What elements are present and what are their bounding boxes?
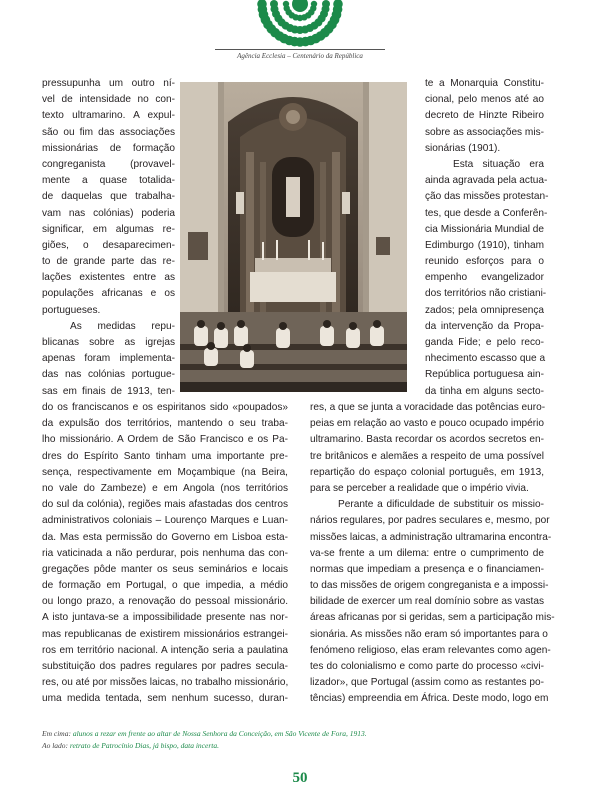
text-line: sionária. As missões não eram só importantes para o — [310, 628, 548, 640]
text-line: para se perceber a realidade que o império vivia. — [310, 482, 529, 494]
text-line: te a Monarquia Constitu- — [425, 78, 544, 89]
text-line: República portuguesa ain- — [425, 369, 544, 381]
text-line: tre britânicos e alemães a respeito de uma possível — [310, 450, 544, 462]
text-line: dos territórios não cristiani- — [425, 288, 547, 300]
text-line: lho missionário. A Ordem de São Francisco e os Pa- — [42, 434, 288, 446]
text-line: Perante a dificuldade de substituir os missio- — [338, 499, 544, 511]
text-line: gregações pôde manter os seus seminários e locais — [42, 563, 288, 575]
text-line: res, ou até por missões laicas, no trabalho missionário, — [42, 677, 289, 689]
text-line: missões laicas, a administração ultramarina encontra- — [310, 531, 552, 543]
logo-center — [292, 0, 308, 12]
text-line: ros em território nacional. A intenção seria a paulatina — [42, 644, 288, 656]
text-line: tes, que desde a Conferên- — [425, 207, 548, 219]
text-line: da intervenção da Propa- — [425, 320, 544, 332]
text-line: nhecimento escasso que a — [425, 353, 546, 365]
text-line: vam nas colónias) poderia — [42, 207, 175, 219]
text-line: tes do colonialismo e como parte do processo «civi- — [310, 661, 544, 672]
caption-text: retrato de Patrocínio Dias, já bispo, data incerta. — [69, 741, 219, 750]
text-line: lações existentes entre as — [42, 272, 175, 284]
text-line: mente a quase totalida- — [42, 175, 175, 187]
text-line: dres do Espírito Santo tinham uma importante pre- — [42, 450, 288, 462]
text-line: sobre as associações mis- — [425, 126, 544, 138]
altar-photo-illustration — [180, 82, 407, 392]
text-line: de formação em Portugal, o que impedia, a médio — [42, 580, 288, 592]
text-line: As medidas repu- — [70, 320, 175, 332]
caption-side — [42, 741, 219, 750]
text-line: sas em finais de 1913, ten- — [42, 385, 175, 397]
logo-petal — [283, 1, 289, 7]
text-line: de daquelas que trabalha- — [42, 191, 175, 203]
text-line: congreganista (provavel- — [42, 158, 175, 170]
text-line: Edimburgo (1910), tinham — [425, 239, 544, 251]
text-line: uma medida tentada, sem nenhum sucesso, duran- — [42, 693, 288, 705]
running-title: Agência Ecclesia – Centenário da República — [237, 52, 363, 60]
text-line: portugueses. — [42, 304, 101, 316]
text-line: normas que impediam a presença e o financiamen- — [310, 563, 544, 575]
text-line: da. Mas esta permissão do Governo em Lisboa esta- — [42, 531, 288, 543]
text-line: tências) empreendia em África. Deste modo, logo em — [310, 693, 549, 705]
text-line: missionárias de formação — [42, 142, 175, 154]
text-line: res, a que se junta a voracidade das potências euro- — [310, 402, 546, 413]
text-line: vel de intensidade no con- — [42, 94, 175, 106]
text-line: blicanas sobre as igrejas — [42, 337, 175, 348]
text-line: peias em relação ao vasto e pouco ocupado império — [310, 418, 544, 430]
text-line: ultramarino. Basta recordar os acordos secretos en- — [310, 434, 544, 446]
logo-petal — [270, 0, 278, 8]
header-rule — [215, 49, 385, 50]
text-line: populações africanas e os — [42, 288, 175, 300]
text-line: ção das missões protestan- — [425, 191, 549, 203]
text-line: cional, pelo menos até ao — [425, 94, 544, 106]
text-line: das nas colónias portugue- — [42, 369, 175, 381]
text-line: giões, o desaparecimen- — [42, 239, 175, 251]
text-line: lizador», que Portugal (assim como as restantes po- — [310, 677, 544, 689]
text-line: va-se frente a um dilema: entre o cumprimento de — [310, 547, 544, 559]
text-line: ainda agravada pela actua- — [425, 175, 548, 187]
text-line: do os franciscanos e os espiritanos sido «poupados» — [42, 402, 288, 413]
altar-photograph — [180, 82, 407, 392]
text-line: no vale do Zambeze) e em Angola (nos territórios — [42, 482, 288, 494]
text-line: zados; pela omnipresença — [425, 304, 544, 316]
text-line: cia Missionária Mundial de — [425, 223, 544, 235]
left-column-continued — [42, 400, 288, 708]
text-line: A isto juntava-se a impossibilidade presente nas nor- — [42, 612, 288, 624]
text-line: reunido esforços para o — [425, 256, 544, 268]
text-line: sença, respectivamente em Moçambique (na Beira, — [42, 466, 288, 478]
text-line: repartição do espaço colonial português, em 1913, — [310, 466, 544, 478]
text-line: áreas africanas por si geridas, sem a participação mis- — [310, 612, 555, 624]
text-line: ria vaticinada a não perdurar, pois nenhuma das con- — [42, 547, 288, 559]
text-line: ou longo prazo, a renovação do pessoal missionário. — [42, 596, 288, 608]
text-line: são ou fim das associações — [42, 126, 175, 138]
text-line: da expulsão dos territórios, mantendo o seu traba- — [42, 418, 288, 430]
caption-label: Ao lado: — [42, 741, 69, 750]
text-line: to de grande parte das re- — [42, 256, 175, 268]
text-line: do sul da colónia), regiões mais afastadas dos centros — [42, 499, 288, 511]
text-line: nários regulares, por padres seculares e, mesmo, por — [310, 515, 550, 527]
text-line: administrativos coloniais – Lourenço Marques e Luan- — [42, 515, 288, 527]
text-line: sionárias (1901). — [425, 142, 501, 154]
text-line: Esta situação era — [453, 158, 544, 170]
text-line: decreto de Hinzte Ribeiro — [425, 110, 544, 122]
text-line: ganda Fide; e pelo reco- — [425, 337, 544, 348]
right-column — [425, 76, 549, 400]
text-line: fenómeno religioso, elas eram relevantes como agen- — [310, 644, 551, 656]
caption-above — [42, 729, 367, 738]
text-line: significar, em algumas re- — [42, 223, 175, 235]
text-line: texto ultramarino. A expul- — [42, 110, 175, 122]
page-number: 50 — [292, 770, 308, 786]
text-line: bilidade de exercer um real domínio sobre as vastas — [310, 596, 544, 608]
text-line: empenho evangelizador — [425, 272, 544, 284]
left-column — [42, 76, 175, 400]
text-line: da tinha em alguns secto- — [425, 385, 544, 397]
text-line: substituição dos padres regulares por padres secula- — [42, 661, 288, 672]
caption-text: alunos a rezar em frente ao altar de Nossa Senhora da Conceição, em São Vicente de Fora, 1913. — [72, 729, 367, 738]
text-line: apenas foram implementa- — [42, 353, 175, 365]
text-line: to das missões de origem congreganista e a impossi- — [310, 580, 549, 592]
text-line: mas republicanas de existirem missionários estrangei- — [42, 628, 288, 640]
caption-label: Em cima: — [42, 729, 71, 738]
text-line: pressupunha um outro ní- — [42, 78, 175, 89]
rosette-logo-icon — [255, 0, 345, 48]
right-column-continued — [310, 400, 555, 708]
